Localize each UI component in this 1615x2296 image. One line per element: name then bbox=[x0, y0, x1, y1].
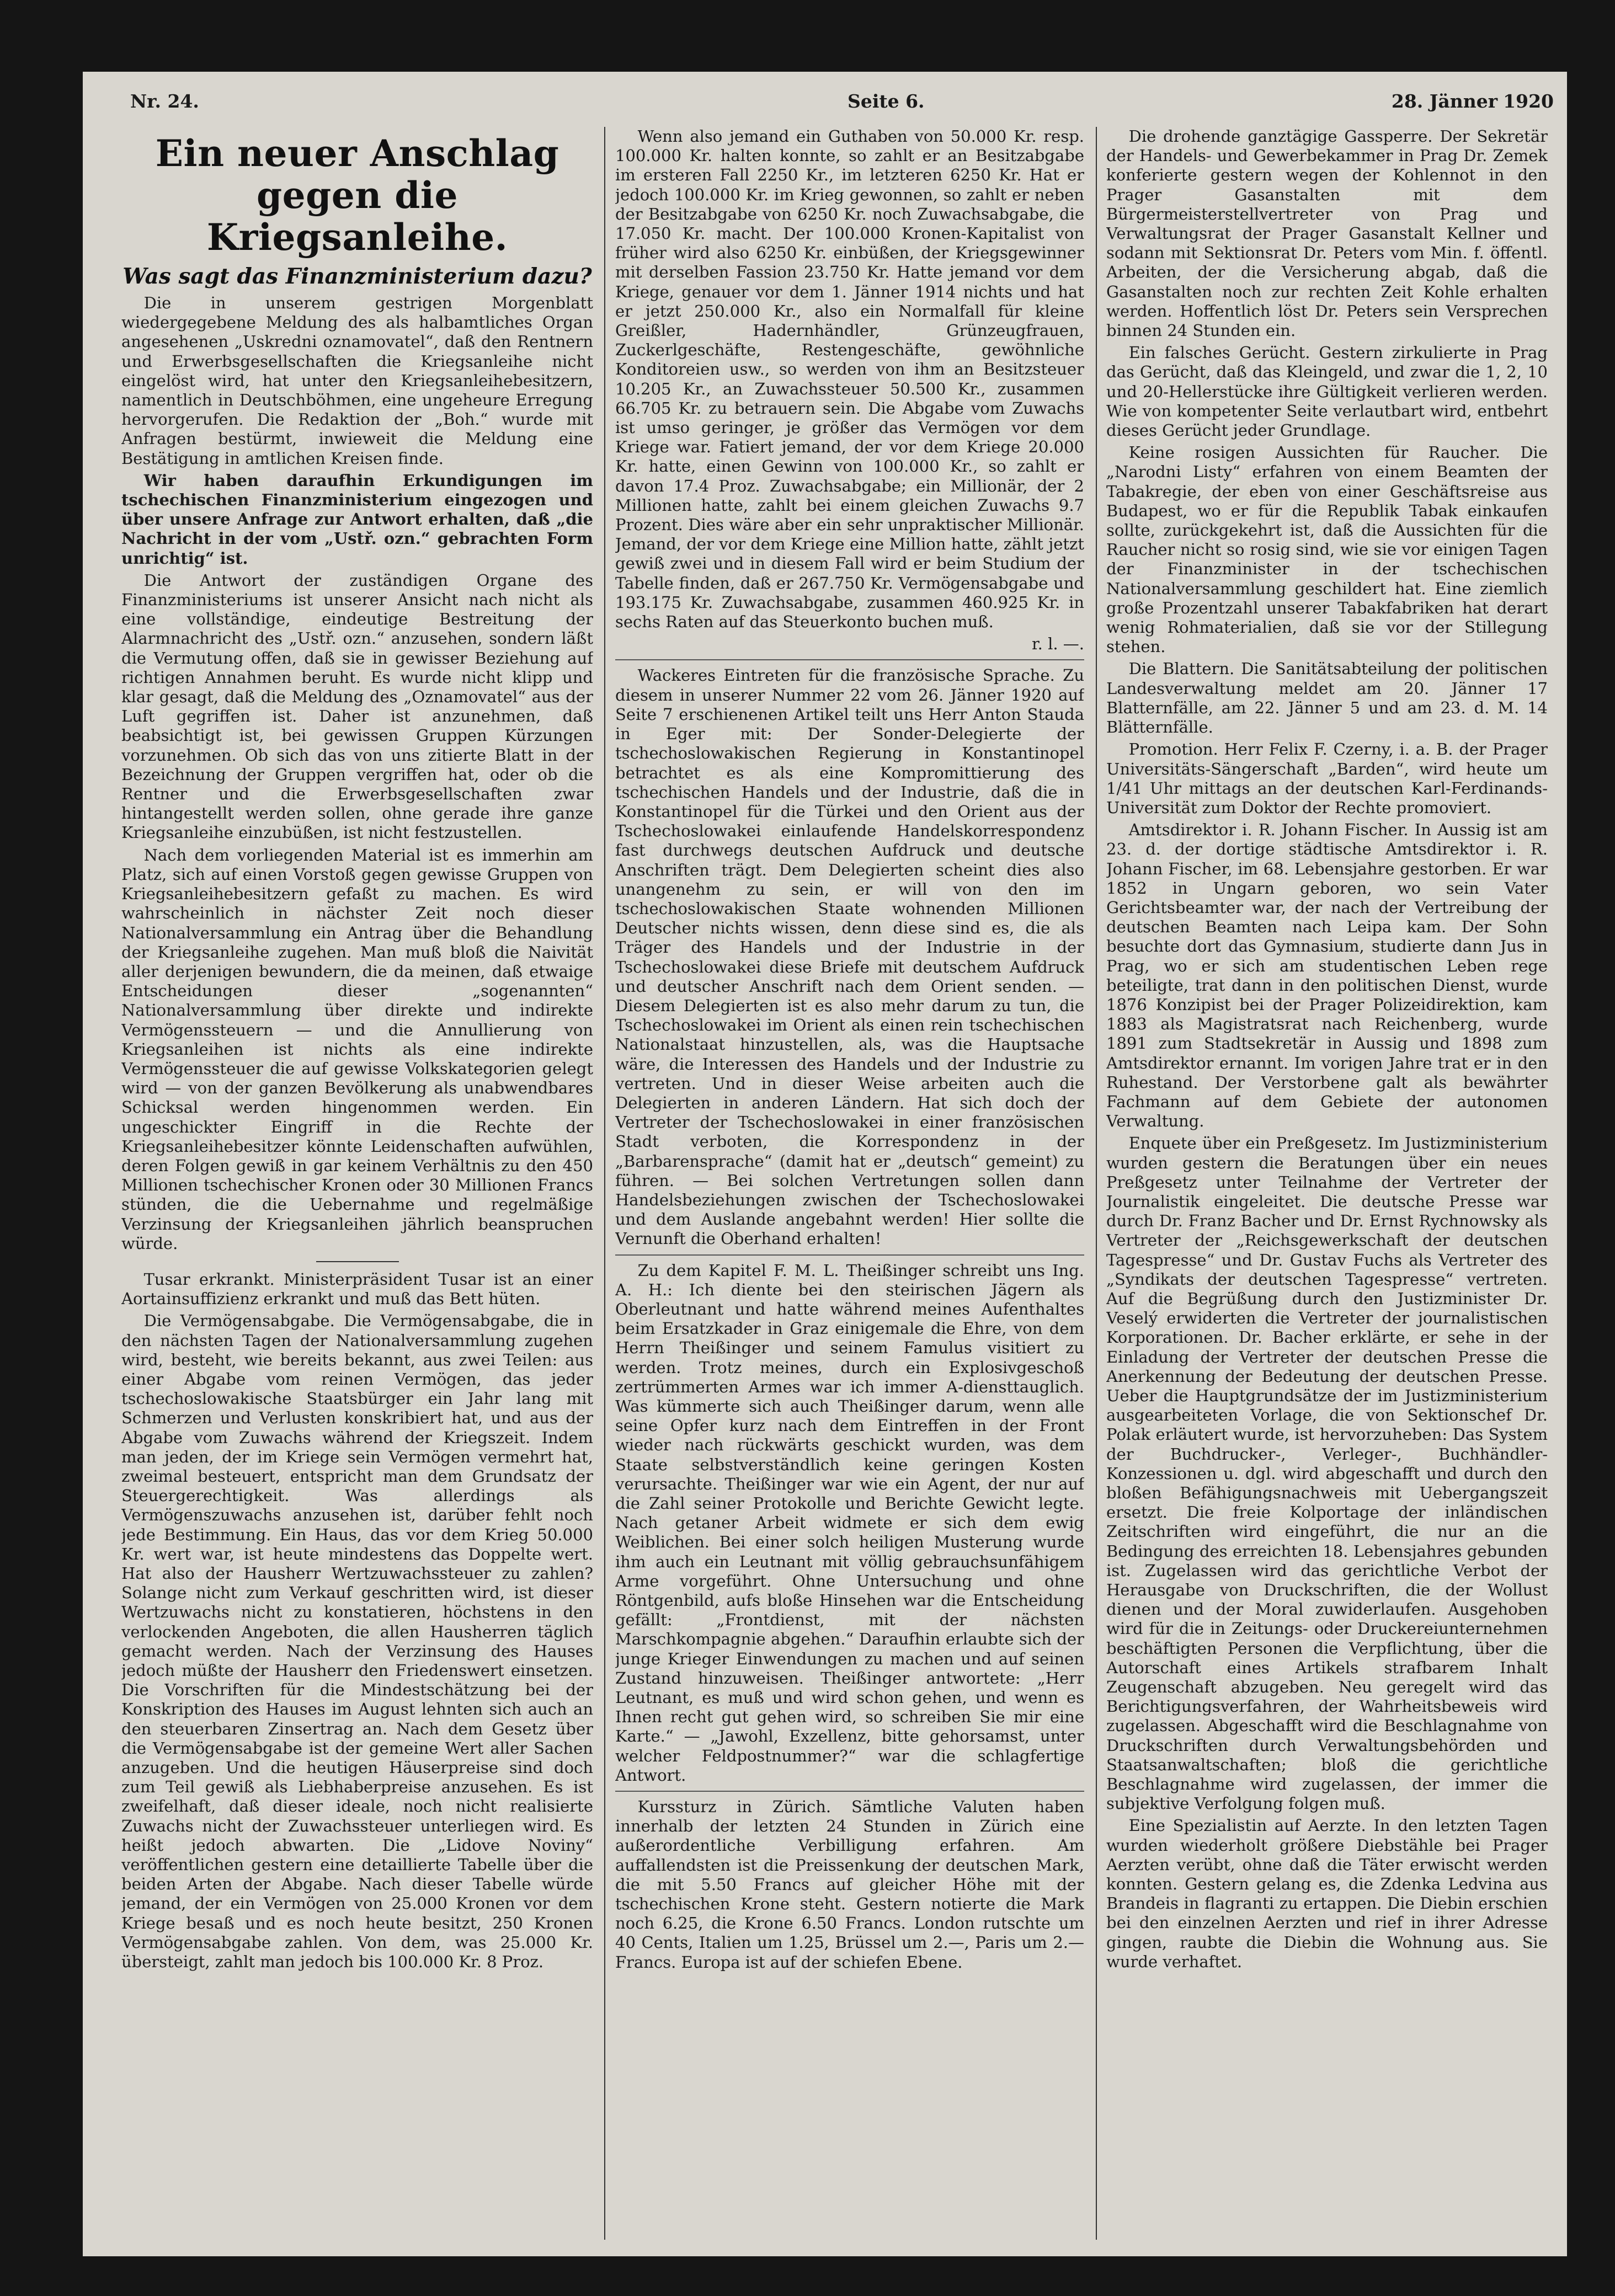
newspaper-page bbox=[83, 72, 1567, 2256]
article-paragraph: Die in unserem gestrigen Morgenblatt wiedergegebene Meldung des als halbamtliches Organ angesehenen „Uskredni oznamovatel“, daß den Rentnern und Erwerbsgesellschaften die Kriegsanleihe nicht eingelöst wird, hat unter den Kriegsanleihebesitzern, namentlich in Deutschböhmen, eine ungeheure Erregung hervorgerufen. Die Redaktion der „Boh.“ wurde mit Anfragen bestürmt, inwieweit die Meldung eine Bestätigung in amtlichen Kreisen finde. bbox=[121, 293, 593, 468]
news-item: Die Blattern. Die Sanitätsabteilung der politischen Landesverwaltung meldet am 20. Jänner 17 Blatternfälle, am 22. Jänner 5 und am 23. d. M. 14 Blätternfälle. bbox=[1106, 659, 1548, 737]
section-divider bbox=[615, 1791, 1084, 1792]
section-divider bbox=[615, 659, 1084, 660]
article-paragraph: Die Antwort der zuständigen Organe des Finanzministeriums ist unserer Ansicht nach nicht als eine vollständige, eindeutige Bestreitung der Alarmnachricht des „Ustř. ozn.“ anzusehen, sondern läßt die Vermutung offen, daß sie in gewisser Beziehung auf richtigen Annahmen beruht. Es wurde nicht klipp und klar gesagt, daß die Meldung des „Oznamovatel“ aus der Luft gegriffen ist. Daher ist anzunehmen, daß beabsichtigt ist, bei gewissen Gruppen Kürzungen vorzunehmen. Ob sich das von uns zitierte Blatt in der Bezeichnung der Gruppen vergriffen hat, oder ob die Rentner und die Erwerbsgesellschaften zwar hintangestellt werden sollen, ohne gerade ihre ganze Kriegsanleihe einzubüßen, ist nicht festzustellen. bbox=[121, 570, 593, 842]
news-item: Eine Spezialistin auf Aerzte. In den letzten Tagen wurden wiederholt größere Diebstähle bei Prager Aerzten verübt, ohne daß die Täter erwischt werden konnten. Gestern gelang es, die Zdenka Ledvina aus Brandeis in flagranti zu ertappen. Die Diebin erschien bei den einzelnen Aerzten und rief in ihrer Adresse gingen, raubte die Diebin die Wohnung aus. Sie wurde verhaftet. bbox=[1106, 1816, 1548, 1971]
issue-date: 28. Jänner 1920 bbox=[1391, 90, 1554, 112]
section-divider bbox=[615, 1254, 1084, 1256]
news-item: Zu dem Kapitel F. M. L. Theißinger schreibt uns Ing. A. H.: Ich diente bei den steirischen Jägern als Oberleutnant und hatte während meines Aufenthaltes beim Ersatzkader in Graz einigemale die Ehre, von dem Herrn Theißinger und seinem Famulus visitiert zu werden. Trotz meines, durch ein Explosivgeschoß zertrümmerten Armes war ich immer A-diensttauglich. Was kümmerte sich auch Theißinger darum, wenn alle seine Opfer kurz nach dem Eintreffen in der Front wieder nach rückwärts geschickt wurden, was dem Staate selbstverständlich keine geringen Kosten verursachte. Theißinger war wie ein Agent, der nur auf die Zahl seiner Protokolle und Berichte Gewicht legte. Nach getaner Arbeit widmete er sich dem ewig Weiblichen. Bei einer solch heiligen Musterung wurde ihm auch ein Leutnant mit völlig gebrauchsunfähigem Arme vorgeführt. Ohne Untersuchung und ohne Röntgenbild, aufs bloße Hinsehen war die Entscheidung gefällt: „Frontdienst, mit der nächsten Marschkompagnie abgehen.“ Daraufhin erlaubte sich der junge Krieger Einwendungen zu machen und auf seinen Zustand hinzuweisen. Theißinger antwortete: „Herr Leutnant, es muß und wird schon gehen, und wenn es Ihnen recht gut gehen wird, so schreiben Sie mir eine Karte.“ — „Jawohl, Exzellenz, bitte gehorsamst, unter welcher Feldpostnummer?“ war die schlagfertige Antwort. bbox=[615, 1261, 1084, 1785]
news-item: Wackeres Eintreten für die französische Sprache. Zu diesem in unserer Nummer 22 vom 26. Jänner 1920 auf Seite 7 erschienenen Artikel teilt uns Herr Anton Stauda in Eger mit: Der Sonder-Delegierte der tschechoslowakischen Regierung in Konstantinopel betrachtet es als eine Kompromittierung des tschechischen Handels und der Industrie, daß die in Konstantinopel für die Türkei und den Orient aus der Tschechoslowakei einlaufende Handelskorrespondenz fast durchwegs deutschen Aufdruck und deutsche Anschriften trägt. Dem Delegierten scheint dies also unangenehm zu sein, er will von den im tschechoslowakischen Staate wohnenden Millionen Deutscher nichts wissen, denn diese sind es, die als Träger des Handels und der Industrie in der Tschechoslowakei diese Briefe mit deutschem Aufdruck und deutscher Anschrift nach dem Orient senden. — Diesem Delegierten ist es also mehr darum zu tun, die Tschechoslowakei im Orient als einen rein tschechischen Nationalstaat hinzustellen, als, was die Hauptsache wäre, die Interessen des Handels und der Industrie zu vertreten. Und in dieser Weise arbeiten auch die Delegierten in anderen Ländern. Hat sich doch der Vertreter der Tschechoslowakei in einer französischen Stadt verboten, die Korrespondenz in der „Barbarensprache“ (damit hat er „deutsch“ gemeint) zu führen. — Bei solchen Vertretungen sollen dann Handelsbeziehungen zwischen der Tschechoslowakei und dem Auslande angebahnt werden! Hier sollte die Vernunft die Oberhand erhalten! bbox=[615, 666, 1084, 1248]
article-paragraph: Wenn also jemand ein Guthaben von 50.000 Kr. resp. 100.000 Kr. halten konnte, so zahlt er an Besitzabgabe im ersteren Fall 2250 Kr., im letzteren 6250 Kr. Hat er jedoch 100.000 Kr. im Krieg gewonnen, so zahlt er neben der Besitzabgabe von 6250 Kr. noch Zuwachsabgabe, die 17.050 Kr. macht. Der 100.000 Kronen-Kapitalist von früher wird also 6250 Kr. einbüßen, der Kriegsgewinner mit derselben Fassion 23.750 Kr. Hatte jemand vor dem Kriege, genauer vor dem 1. Jänner 1914 nichts und hat er jetzt 250.000 Kr., also ein Normalfall für kleine Greißler, Hadernhändler, Grünzeugfrauen, Zuckerlgeschäfte, Restengeschäfte, gewöhnliche Konditoreien usw., so werden von ihm an Besitzsteuer 10.205 Kr., an Zuwachssteuer 50.500 Kr., zusammen 66.705 Kr. zu betrauern sein. Die Abgabe vom Zuwachs ist umso geringer, je größer das Vermögen vor dem Kriege war. Fatiert jemand, der vor dem Kriege 20.000 Kr. hatte, einen Gewinn von 100.000 Kr., so zahlt er davon 17.4 Proz. Zuwachsabgabe; ein Millionär, der 2 Millionen hatte, zahlt bei einem gleichen Zuwachs 9.7 Prozent. Dies wäre aber ein sehr unpraktischer Millionär. Jemand, der vor dem Kriege eine Million hatte, zählt jetzt gewiß zwei und in diesem Fall wird er beim Studium der Tabelle finden, daß er 267.750 Kr. Vermögensabgabe und 193.175 Kr. Zuwachsabgabe, zusammen 460.925 Kr. in sechs Raten auf das Steuerkonto buchen muß. bbox=[615, 127, 1084, 632]
column-rule bbox=[604, 127, 605, 2240]
news-item: Promotion. Herr Felix F. Czerny, i. a. B. der Prager Universitäts-Sängerschaft „Barden“, wird heute um 1/41 Uhr mittags an der deutschen Karl-Ferdinands-Universität zum Doktor der Rechte promoviert. bbox=[1106, 740, 1548, 817]
subheadline: Was sagt das Finanzministerium dazu? bbox=[122, 264, 592, 289]
headline: Ein neuer Anschlag gegen die Kriegsanleihe. bbox=[155, 132, 559, 259]
news-item: Enquete über ein Preßgesetz. Im Justizministerium wurden gestern die Beratungen über ein neues Preßgesetz unter Teilnahme der Vertreter der Journalistik eingeleitet. Die deutsche Presse war durch Dr. Franz Bacher und Dr. Ernst Rychnowsky als Vertreter der „Reichsgewerkschaft der deutschen Tagespresse“ und Dr. Gustav Fuchs als Vertreter des „Syndikats der deutschen Tagespresse“ vertreten. Auf die Begrüßung durch den Justizminister Dr. Veselý erwiderten die Vertreter der journalistischen Korporationen. Dr. Bacher erklärte, er sehe in der Einladung der Vertreter der deutschen Presse die Anerkennung der Bedeutung der deutschen Presse. Ueber die Hauptgrundsätze der im Justizministerium ausgearbeiteten Vorlage, die von Sektionschef Dr. Polak erläutert wurde, ist hervorzuheben: Das System der Buchdrucker-, Verleger-, Buchhändler-Konzessionen u. dgl. wird abgeschafft und durch den bloßen Befähigungsnachweis mit Uebergangszeit ersetzt. Die freie Kolportage der inländischen Zeitschriften wird eingeführt, die nur an die Bedingung des erreichten 18. Lebensjahres gebunden ist. Zugelassen wird das gerichtliche Verbot der Herausgabe von Druckschriften, die der Wollust dienen und der Moral zuwiderlaufen. Ausgehoben wird für die in Zeitungs- oder Druckereiunternehmen beschäftigten Personen die Verpflichtung, über die Autorschaft eines Artikels strafbarem Inhalt Zeugenschaft abzugeben. Neu geregelt wird das Berichtigungsverfahren, der Wahrheitsbeweis wird zugelassen. Abgeschafft wird die Beschlagnahme von Druckschriften durch Verwaltungsbehörden und Staatsanwaltschaften; bloß die gerichtliche Beschlagnahme wird zugelassen, der immer die subjektive Verfolgung folgen muß. bbox=[1106, 1134, 1548, 1813]
issue-number: Nr. 24. bbox=[130, 90, 199, 112]
news-item: Keine rosigen Aussichten für Raucher. Die „Narodni Listy“ erfahren von einem Beamten der Tabakregie, der eben von einer Geschäftsreise aus Budapest, wo er für die Republik Tabak einkaufen sollte, zurückgekehrt ist, daß die Aussichten für die Raucher nicht so rosig sind, wie sie vor einigen Tagen der Finanzminister in der tschechischen Nationalversammlung geschildert hat. Eine ziemlich große Prozentzahl unserer Tabakfabriken hat derart wenig Rohmaterialien, daß sie vor der Stillegung stehen. bbox=[1106, 443, 1548, 656]
news-item: Die drohende ganztägige Gassperre. Der Sekretär der Handels- und Gewerbekammer in Prag Dr. Zemek konferierte gestern wegen der Kohlennot in den Prager Gasanstalten mit dem Bürgermeisterstellvertreter von Prag und Verwaltungsrat der Prager Gasanstalt Kellner und sodann mit Sektionsrat Dr. Peters vom Min. f. öffentl. Arbeiten, der die Versicherung abgab, daß die Gasanstalten noch zur rechten Zeit Kohle erhalten werden. Hoffentlich löst Dr. Peters sein Versprechen binnen 24 Stunden ein. bbox=[1106, 127, 1548, 340]
signature: r. l. —. bbox=[1031, 634, 1084, 654]
news-item: Ein falsches Gerücht. Gestern zirkulierte in Prag das Gerücht, daß das Kleingeld, und zwar die 1, 2, 10 und 20-Hellerstücke ihre Gültigkeit verlieren werden. Wie von kompetenter Seite verlautbart wird, entbehrt dieses Gerücht jeder Grundlage. bbox=[1106, 343, 1548, 440]
page-number: Seite 6. bbox=[848, 90, 925, 112]
news-item: Amtsdirektor i. R. Johann Fischer. In Aussig ist am 23. d. der dortige städtische Amtsdirektor i. R. Johann Fischer, im 68. Lebensjahre gestorben. Er war 1852 in Ungarn geboren, wo sein Vater Gerichtsbeamter war, der nach der Vertreibung der deutschen Beamten nach Leipa kam. Der Sohn besuchte dort das Gymnasium, studierte dann Jus in Prag, wo er sich am studentischen Leben rege beteiligte, trat dann in den politischen Dienst, wurde 1876 Konzipist bei der Prager Polizeidirektion, kam 1883 als Magistratsrat nach Reichenberg, wurde 1891 zum Stadtsekretär in Aussig und 1898 zum Amtsdirektor ernannt. Im vorigen Jahre trat er in den Ruhestand. Der Verstorbene galt als bewährter Fachmann auf dem Gebiete der autonomen Verwaltung. bbox=[1106, 820, 1548, 1131]
page-header bbox=[130, 85, 1565, 118]
news-item: Kurssturz in Zürich. Sämtliche Valuten haben innerhalb der letzten 24 Stunden in Zürich eine außerordentliche Verbilligung erfahren. Am auffallendsten ist die Preissenkung der deutschen Mark, die mit 5.50 Francs auf gleicher Höhe mit der tschechischen Krone steht. Gestern notierte die Mark noch 6.25, die Krone 6.50 Francs. London rutschte um 40 Cents, Italien um 1.25, Brüssel um 2.—, Paris um 2.— Francs. Europa ist auf der schiefen Ebene. bbox=[615, 1797, 1084, 1972]
section-divider bbox=[316, 1261, 399, 1262]
article-paragraph: Nach dem vorliegenden Material ist es immerhin am Platz, sich auf einen Vorstoß gegen gewisse Gruppen von Kriegsanleihebesitzern gefaßt zu machen. Es wird wahrscheinlich in nächster Zeit noch dieser Nationalversammlung ein Antrag über die Behandlung der Kriegsanleihe zugehen. Man muß bloß die Naivität aller derjenigen bewundern, die da meinen, daß etwaige Entscheidungen dieser „sogenannten“ Nationalversammlung über direkte und indirekte Vermögenssteuern — und die Annullierung von Kriegsanleihen ist nichts als eine indirekte Vermögenssteuer die auf gewisse Volkskategorien gelegt wird — von der ganzen Bevölkerung als unabwendbares Schicksal werden hingenommen werden. Ein ungeschickter Eingriff in die Rechte der Kriegsanleihebesitzer könnte Leidenschaften aufwühlen, deren Folgen gewiß in gar keinem Verhältnis zu den 450 Millionen tschechischer Kronen oder 30 Millionen Francs stünden, die die Uebernahme und regelmäßige Verzinsung der Kriegsanleihen jährlich beanspruchen würde. bbox=[121, 845, 593, 1253]
news-item: Tusar erkrankt. Ministerpräsident Tusar ist an einer Aortainsuffizienz erkrankt und muß das Bett hüten. bbox=[121, 1269, 593, 1309]
article-paragraph: Wir haben daraufhin Erkundigungen im tschechischen Finanzministerium eingezogen und über unsere Anfrage zur Antwort erhalten, daß „die Nachricht in der vom „Ustř. ozn.“ gebrachten Form unrichtig“ ist. bbox=[121, 471, 593, 568]
column-2 bbox=[615, 127, 1084, 2240]
news-item: Die Vermögensabgabe. Die Vermögensabgabe, die in den nächsten Tagen der Nationalversammlung zugehen wird, besteht, wie bereits bekannt, aus zwei Teilen: aus einer Abgabe vom reinen Vermögen, das jeder tschechoslowakische Staatsbürger ein Jahr lang mit Schmerzen und Verlusten konskribiert hat, und aus der Abgabe vom Zuwachs während der Kriegszeit. Indem man jeden, der im Kriege sein Vermögen vermehrt hat, zweimal besteuert, entspricht man dem Grundsatz der Steuergerechtigkeit. Was allerdings als Vermögenszuwachs anzusehen ist, darüber fehlt noch jede Bestimmung. Ein Haus, das vor dem Krieg 50.000 Kr. wert war, ist heute mindestens das Doppelte wert. Hat also der Hausherr Wertzuwachssteuer zu zahlen? Solange nicht zum Verkauf geschritten wird, ist dieser Wertzuwachs nicht zu konstatieren, höchstens in den verlockenden Angeboten, die allen Hausherren täglich gemacht werden. Nach der Verzinsung des Hauses jedoch müßte der Hausherr den Friedenswert einsetzen. Die Vorschriften für die Mindestschätzung bei der Konskription des Hauses im August lehnten sich auch an den steuerbaren Zinsertrag an. Nach dem Gesetz über die Vermögensabgabe ist der gemeine Wert aller Sachen anzugeben. Und die heutigen Häuserpreise sind doch zum Teil gewiß als Liebhaberpreise anzusehen. Es ist zweifelhaft, daß dieser ideale, noch nicht realisierte Zuwachs nicht der Zuwachssteuer unterliegen wird. Es heißt jedoch abwarten. Die „Lidove Noviny“ veröffentlichen gestern eine detaillierte Tabelle über die beiden Arten der Abgabe. Nach dieser Tabelle würde jemand, der ein Vermögen von 25.000 Kronen vor dem Kriege besaß und es noch heute besitzt, 250 Kronen Vermögensabgabe zahlen. Von dem, was 25.000 Kr. übersteigt, zahlt man jedoch bis 100.000 Kr. 8 Proz. bbox=[121, 1311, 593, 1972]
column-3 bbox=[1106, 127, 1548, 2240]
column-rule bbox=[1096, 127, 1097, 2240]
column-1 bbox=[121, 127, 593, 2240]
